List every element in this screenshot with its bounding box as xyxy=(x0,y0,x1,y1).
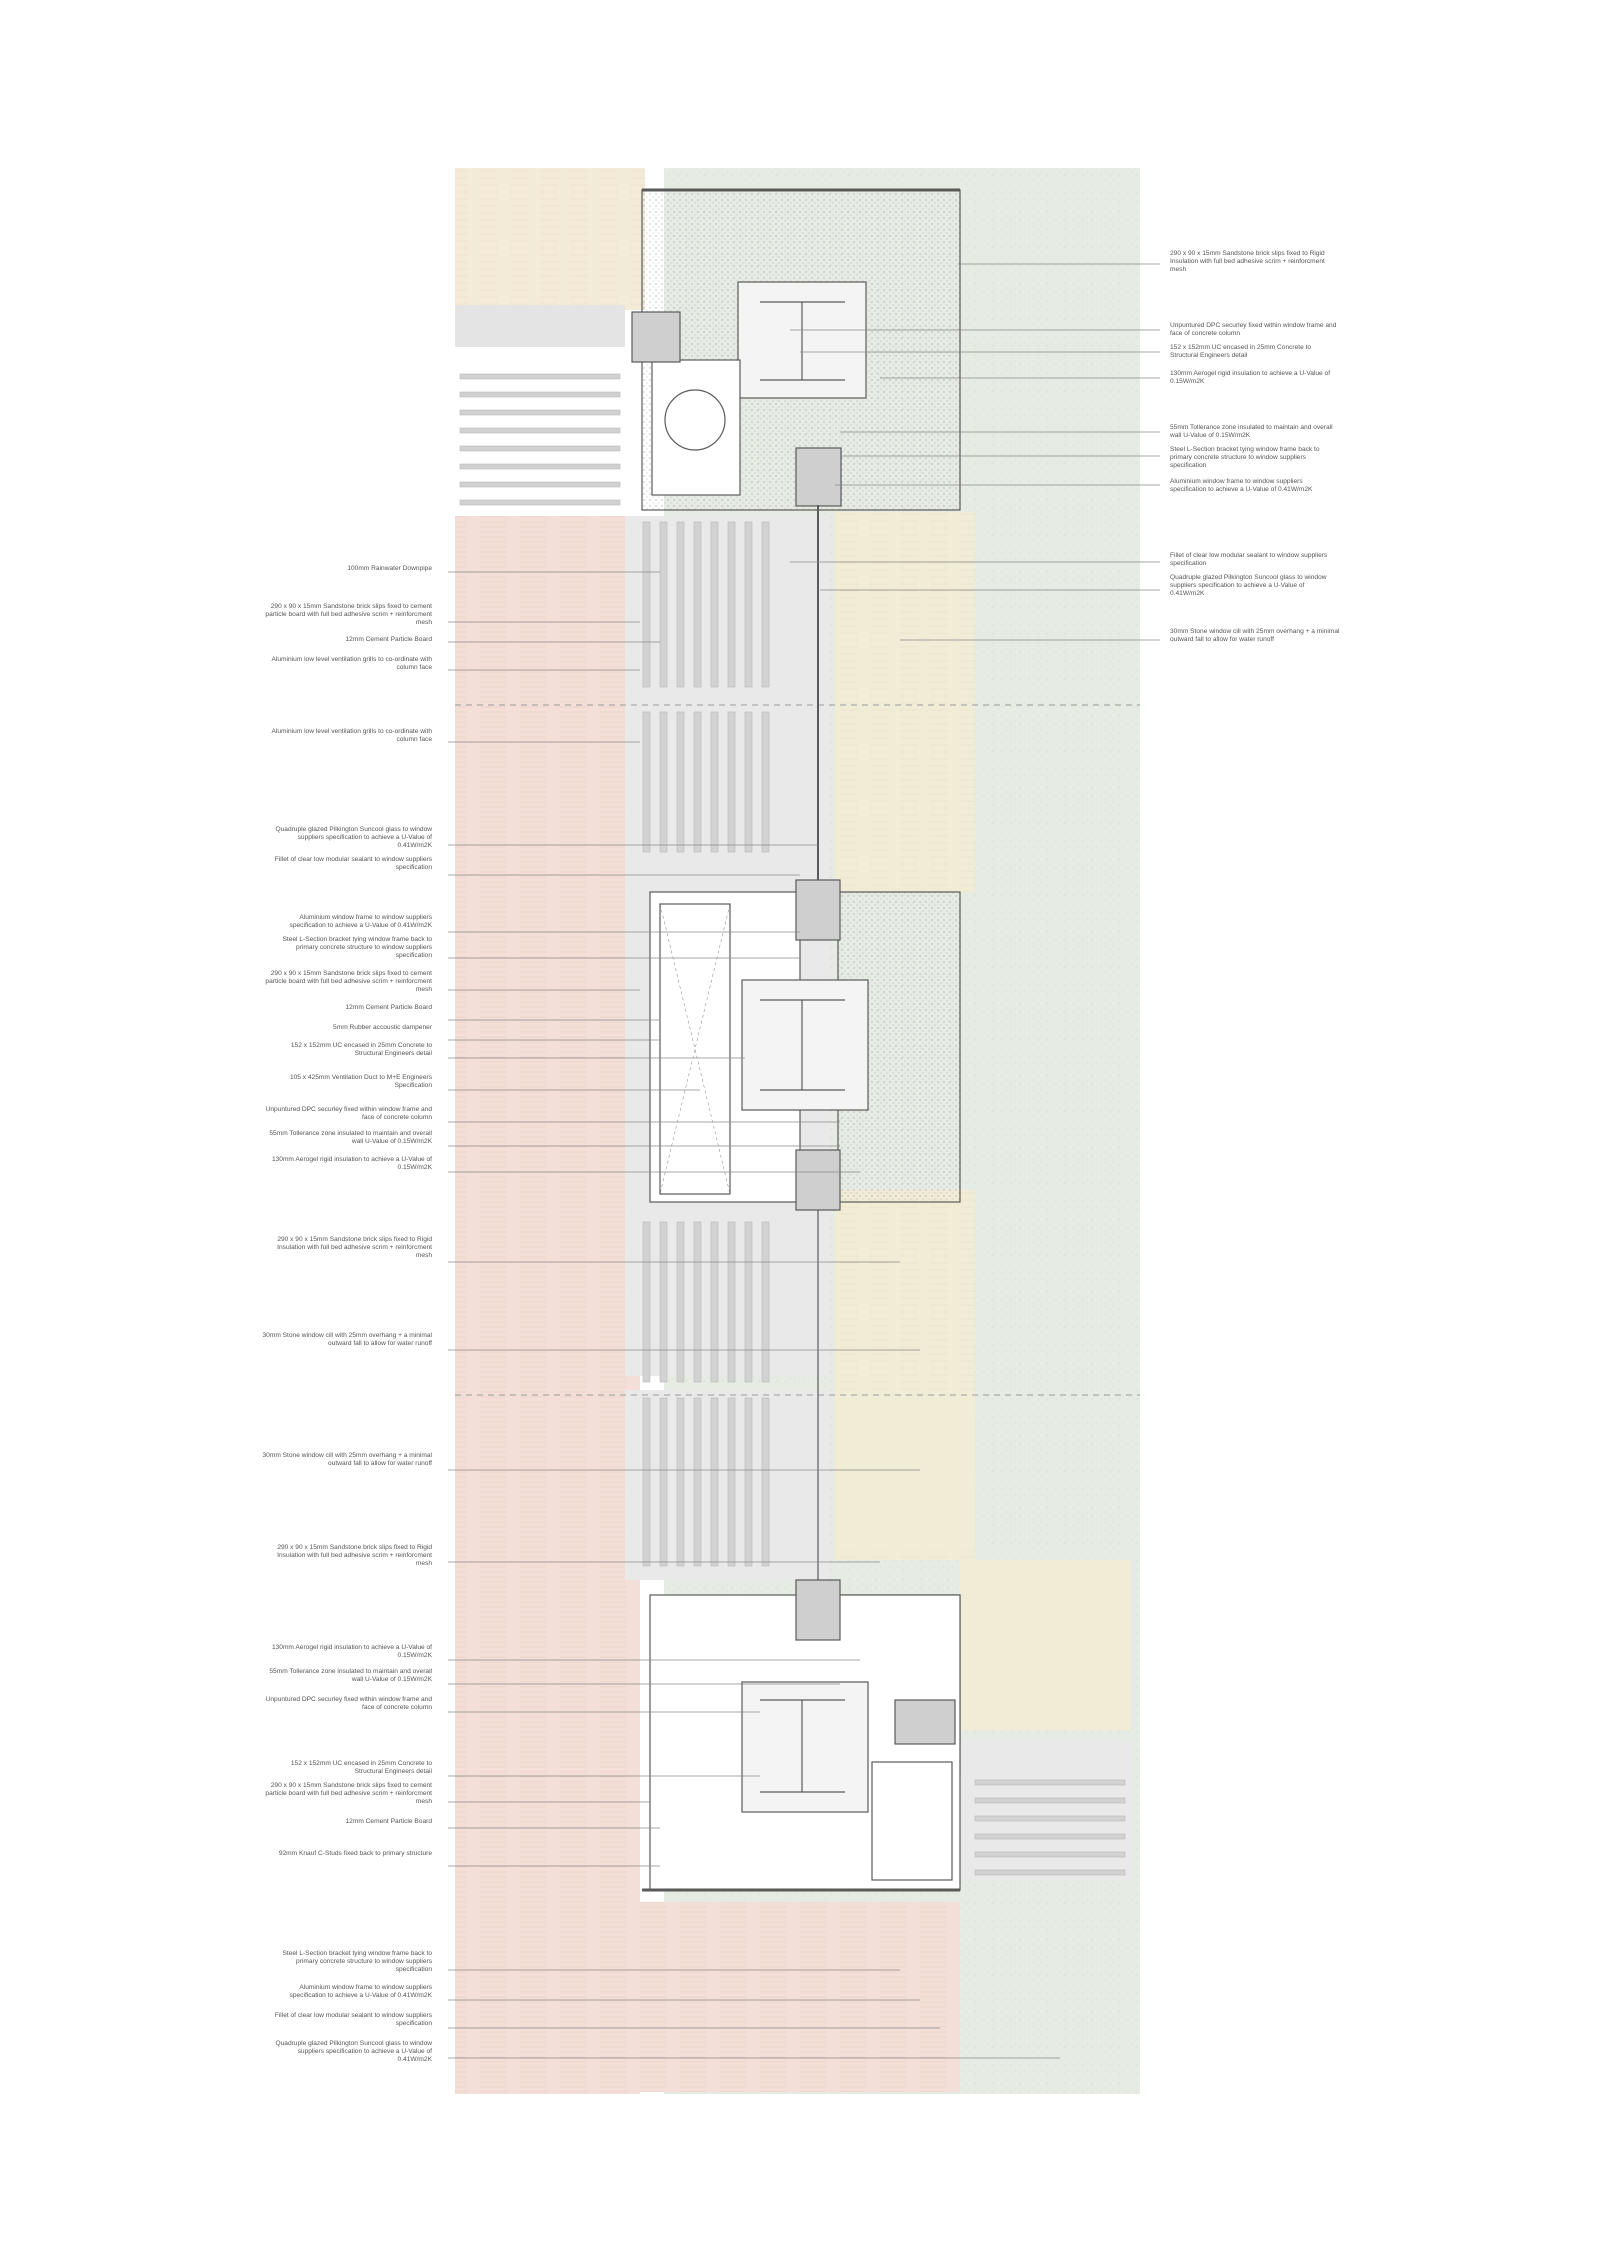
window-frame-bottom-2 xyxy=(895,1700,955,1744)
annotation-right: 30mm Stone window cill with 25mm overhang + a minimal outward fall to allow for water runoff xyxy=(1170,628,1340,644)
annotation-left: 30mm Stone window cill with 25mm overhang + a minimal outward fall to allow for water runoff xyxy=(262,1332,432,1348)
annotation-left: 290 x 90 x 15mm Sandstone brick slips fixed to Rigid Insulation with full bed adhesive scrim + reinforcment mesh xyxy=(277,1236,432,1260)
annotation-left: Aluminium window frame to window suppliers specification to achieve a U-Value of 0.41W/m2K xyxy=(289,914,432,930)
annotation-left: 105 x 425mm Ventilation Duct to M+E Engineers Specification xyxy=(289,1074,432,1090)
annotation-left: 55mm Tollerance zone insulated to maintain and overall wall U-Value of 0.15W/m2K xyxy=(269,1668,432,1684)
downpipe-circle xyxy=(665,390,725,450)
annotation-left: 290 x 90 x 15mm Sandstone brick slips fixed to cement particle board with full bed adhesive scrim + reinforcment mesh xyxy=(265,1782,432,1806)
annotation-left: 130mm Aerogel rigid insulation to achieve a U-Value of 0.15W/m2K xyxy=(271,1156,432,1172)
annotation-right: 290 x 90 x 15mm Sandstone brick slips fixed to Rigid Insulation with full bed adhesive scrim + reinforcment mesh xyxy=(1170,250,1325,274)
window-frame-bottom-1 xyxy=(796,1580,840,1640)
annotation-right: Aluminium window frame to window suppliers specification to achieve a U-Value of 0.41W/m2K xyxy=(1170,478,1313,494)
grille-top-left xyxy=(460,374,620,505)
annotation-left: 12mm Cement Particle Board xyxy=(345,636,432,643)
annotation-left: Steel L-Section bracket tying window frame back to primary concrete structure to window suppliers specification xyxy=(282,1950,432,1974)
annotation-left: Aluminium window frame to window suppliers specification to achieve a U-Value of 0.41W/m2K xyxy=(289,1984,432,2000)
window-frame-top xyxy=(632,312,680,362)
ventilation-zone-3 xyxy=(960,1740,1130,1880)
annotation-left: 30mm Stone window cill with 25mm overhang + a minimal outward fall to allow for water runoff xyxy=(262,1452,432,1468)
annotation-right: 152 x 152mm UC encased in 25mm Concrete to Structural Engineers detail xyxy=(1170,344,1312,360)
annotation-right: Steel L-Section bracket tying window frame back to primary concrete structure to window suppliers specification xyxy=(1170,446,1320,470)
annotation-right: 130mm Aerogel rigid insulation to achieve a U-Value of 0.15W/m2K xyxy=(1170,370,1331,386)
corridor-top xyxy=(455,305,625,347)
window-frame-mid-3 xyxy=(796,1150,840,1210)
window-frame-mid-2 xyxy=(796,880,840,940)
annotation-left: Fillet of clear low modular sealant to window suppliers specification xyxy=(274,2012,432,2028)
ventilation-zone-2 xyxy=(625,1390,830,1580)
sill-1-texture xyxy=(835,512,975,892)
annotation-right: Fillet of clear low modular sealant to window suppliers specification xyxy=(1170,552,1328,568)
box-bottom-right xyxy=(872,1762,952,1880)
brick-slip-left-texture xyxy=(455,516,640,2094)
annotation-right: Quadruple glazed Pilkington Suncool glass to window suppliers specification to achieve a U-Value of 0.41W/m2K xyxy=(1170,574,1327,598)
annotation-left: 12mm Cement Particle Board xyxy=(345,1004,432,1011)
annotation-left: Fillet of clear low modular sealant to window suppliers specification xyxy=(274,856,432,872)
sill-3-lower xyxy=(960,1560,1130,1730)
annotation-left: 152 x 152mm UC encased in 25mm Concrete to Structural Engineers detail xyxy=(290,1760,432,1776)
annotation-right: 55mm Tollerance zone insulated to maintain and overall wall U-Value of 0.15W/m2K xyxy=(1170,424,1333,440)
annotation-left: 92mm Knauf C-Studs fixed back to primary structure xyxy=(278,1850,432,1857)
annotation-left: 100mm Rainwater Downpipe xyxy=(347,565,432,572)
annotation-left: 290 x 90 x 15mm Sandstone brick slips fixed to cement particle board with full bed adhesive scrim + reinforcment mesh xyxy=(265,603,432,627)
column-block-bottom xyxy=(642,1580,960,1890)
annotation-left: 290 x 90 x 15mm Sandstone brick slips fixed to cement particle board with full bed adhesive scrim + reinforcment mesh xyxy=(265,970,432,994)
annotation-left: 12mm Cement Particle Board xyxy=(345,1818,432,1825)
annotation-left: Aluminium low level ventilation grills to co-ordinate with column face xyxy=(271,728,432,744)
annotation-left: Quadruple glazed Pilkington Suncool glass to window suppliers specification to achieve a U-Value of 0.41W/m2K xyxy=(275,2040,432,2064)
column-block-top xyxy=(632,190,960,510)
window-frame-mid-1 xyxy=(796,448,841,506)
stone-top-left-texture xyxy=(455,168,645,310)
annotation-right: Unpuntured DPC securley fixed within window frame and face of concrete column xyxy=(1170,322,1337,338)
annotation-left: 290 x 90 x 15mm Sandstone brick slips fixed to Rigid Insulation with full bed adhesive scrim + reinforcment mesh xyxy=(277,1544,432,1568)
annotation-left: Aluminium low level ventilation grills to co-ordinate with column face xyxy=(271,656,432,672)
annotation-left: 130mm Aerogel rigid insulation to achieve a U-Value of 0.15W/m2K xyxy=(271,1644,432,1660)
annotation-left: Steel L-Section bracket tying window frame back to primary concrete structure to window suppliers specification xyxy=(282,936,432,960)
annotation-left: 55mm Tollerance zone insulated to maintain and overall wall U-Value of 0.15W/m2K xyxy=(269,1130,432,1146)
annotation-left: Unpuntured DPC securley fixed within window frame and face of concrete column xyxy=(265,1106,432,1122)
annotation-left: 152 x 152mm UC encased in 25mm Concrete to Structural Engineers detail xyxy=(290,1042,432,1058)
annotation-left: 5mm Rubber accoustic dampener xyxy=(333,1024,432,1031)
annotation-left: Quadruple glazed Pilkington Suncool glass to window suppliers specification to achieve a U-Value of 0.41W/m2K xyxy=(275,826,432,850)
annotation-left: Unpuntured DPC securley fixed within window frame and face of concrete column xyxy=(265,1696,432,1712)
brick-slip-bottom-texture xyxy=(630,1902,960,2092)
